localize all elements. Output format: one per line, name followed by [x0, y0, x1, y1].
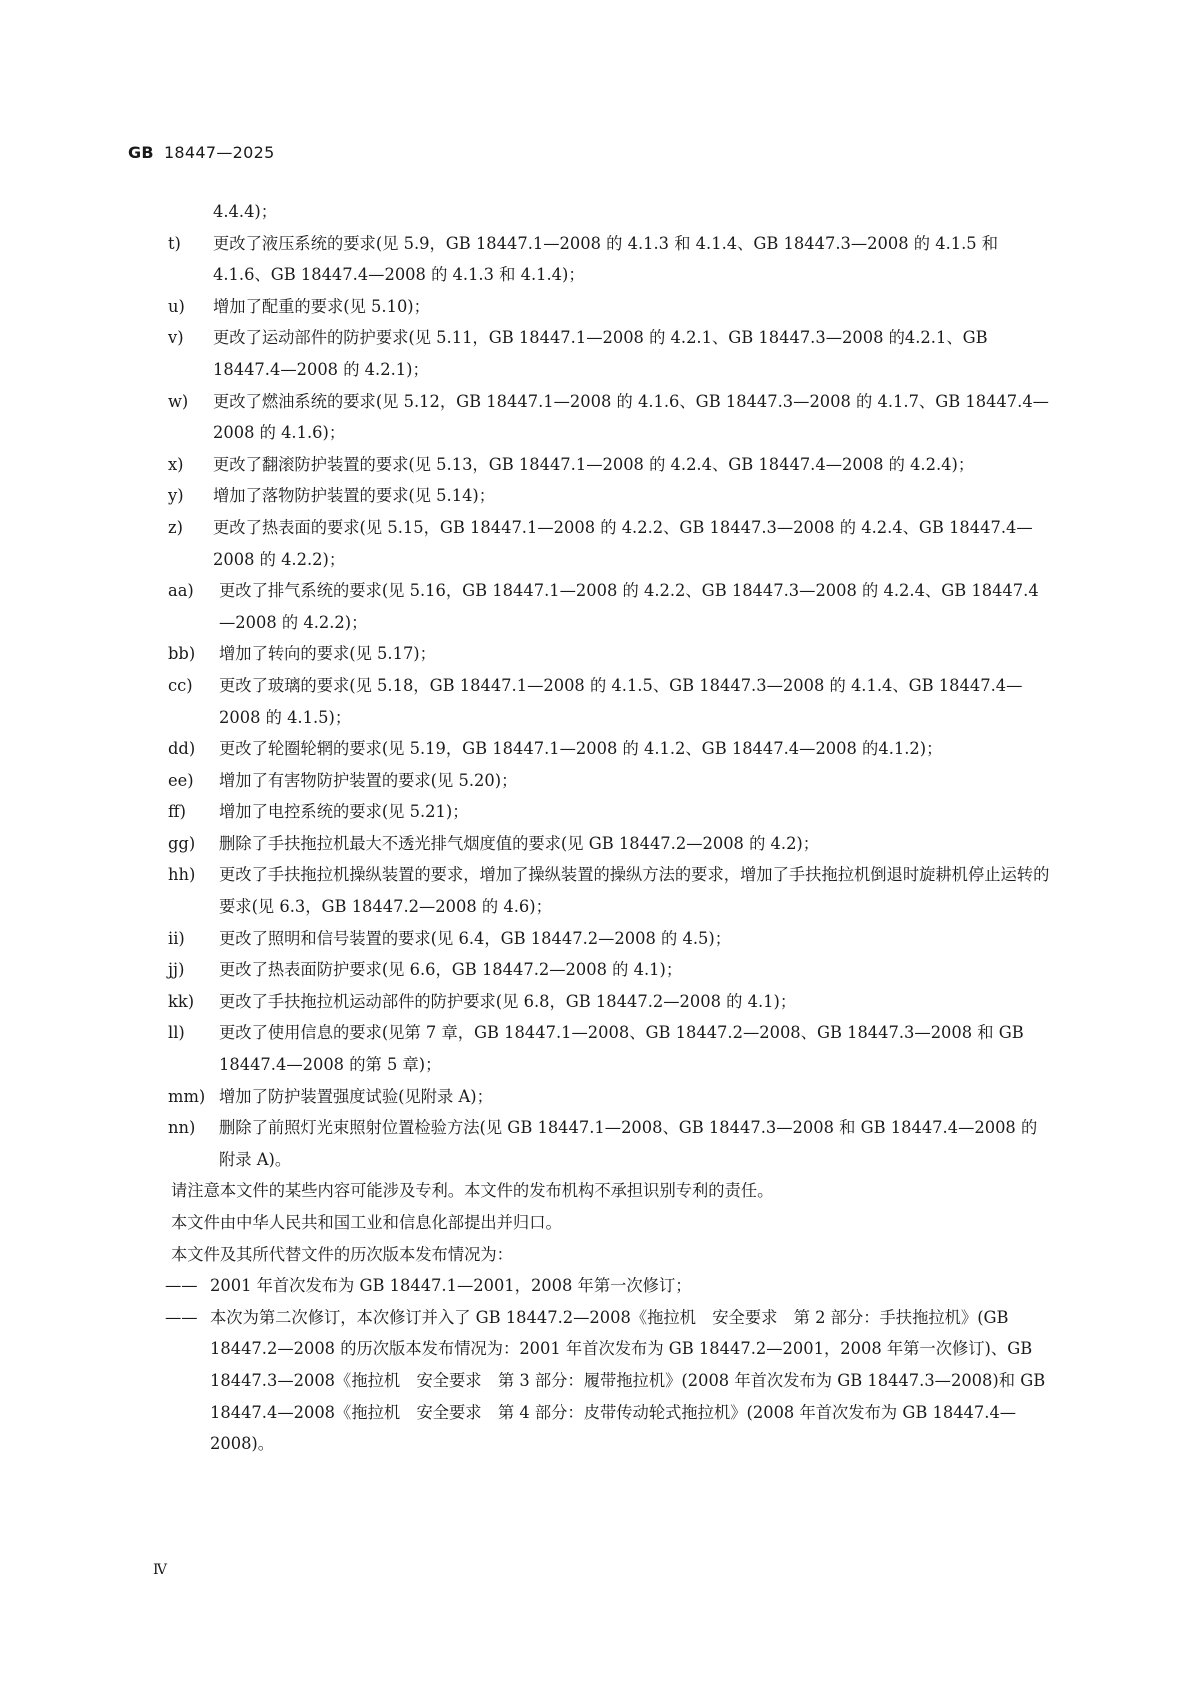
list-item: cc) 更改了玻璃的要求(见 5.18，GB 18447.1—2008 的 4.1.5、GB 18447.3—2008 的 4.1.4、GB 18447.4—2008 的 4.1.5)； [168, 675, 1023, 727]
proposer-statement: 本文件由中华人民共和国工业和信息化部提出并归口。 [171, 1213, 562, 1232]
list-item: w) 更改了燃油系统的要求(见 5.12，GB 18447.1—2008 的 4.1.6、GB 18447.3—2008 的 4.1.7、GB 18447.4—2008 的 4.1.6)； [168, 391, 1049, 443]
page-number: Ⅳ [153, 1562, 167, 1578]
list-item: ee) 增加了有害物防护装置的要求(见 5.20)； [168, 770, 518, 790]
list-item: kk) 更改了手扶拖拉机运动部件的防护要求(见 6.8，GB 18447.2—2008 的 4.1)； [168, 991, 797, 1011]
standard-code: GB [128, 143, 154, 162]
standard-number: 18447—2025 [163, 143, 275, 162]
list-item: dd) 更改了轮圈轮辋的要求(见 5.19，GB 18447.1—2008 的 4.1.2、GB 18447.4—2008 的4.1.2)； [168, 739, 943, 759]
history-item: —— 2001 年首次发布为 GB 18447.1—2001，2008 年第一次修订； [165, 1276, 692, 1296]
document-header [128, 143, 275, 162]
list-item: gg) 删除了手扶拖拉机最大不透光排气烟度值的要求(见 GB 18447.2—2008 的 4.2)； [168, 833, 820, 853]
continuation-line: 4.4.4)； [213, 202, 278, 221]
list-item: mm) 增加了防护装置强度试验(见附录 A)； [168, 1086, 493, 1106]
list-item: ll) 更改了使用信息的要求(见第 7 章，GB 18447.1—2008、GB 18447.2—2008、GB 18447.3—2008 和 GB 18447.4—2008 的第 5 章)； [168, 1023, 1024, 1075]
list-item: u) 增加了配重的要求(见 5.10)； [168, 296, 430, 316]
patent-notice: 请注意本文件的某些内容可能涉及专利。本文件的发布机构不承担识别专利的责任。 [171, 1181, 774, 1201]
list-item: ff) 增加了电控系统的要求(见 5.21)； [168, 802, 469, 822]
list-item: t) 更改了液压系统的要求(见 5.9，GB 18447.1—2008 的 4.1.3 和 4.1.4、GB 18447.3—2008 的 4.1.5 和 4.1.6、GB 18447.4—2008 的 4.1.3 和 4.1.4)； [168, 233, 999, 285]
list-item: y) 增加了落物防护装置的要求(见 5.14)； [168, 486, 496, 506]
list-item: jj) 更改了热表面防护要求(见 6.6，GB 18447.2—2008 的 4.1)； [168, 960, 683, 980]
document-body [165, 196, 1053, 1460]
list-item: z) 更改了热表面的要求(见 5.15，GB 18447.1—2008 的 4.2.2、GB 18447.3—2008 的 4.2.4、GB 18447.4—2008 的 4.2.2)； [168, 517, 1033, 569]
list-item: nn) 删除了前照灯光束照射位置检验方法(见 GB 18447.1—2008、GB 18447.3—2008 和 GB 18447.4—2008 的附录 A)。 [168, 1118, 1038, 1169]
list-item: x) 更改了翻滚防护装置的要求(见 5.13，GB 18447.1—2008 的 4.2.4、GB 18447.4—2008 的 4.2.4)； [168, 454, 975, 474]
list-item: bb) 增加了转向的要求(见 5.17)； [168, 644, 436, 664]
list-item: aa) 更改了排气系统的要求(见 5.16，GB 18447.1—2008 的 4.2.2、GB 18447.3—2008 的 4.2.4、GB 18447.4—2008 的 4.2.2)； [168, 581, 1039, 632]
list-item: ii) 更改了照明和信号装置的要求(见 6.4，GB 18447.2—2008 的 4.5)； [168, 928, 731, 948]
list-item: v) 更改了运动部件的防护要求(见 5.11，GB 18447.1—2008 的 4.2.1、GB 18447.3—2008 的4.2.1、GB 18447.4—2008 的 4.2.1)； [168, 328, 988, 379]
history-item: —— 本次为第二次修订，本次修订并入了 GB 18447.2—2008《拖拉机 安全要求 第 2 部分：手扶拖拉机》(GB 18447.2—2008 的历次版本发布情况为：2001 年首次发布为 GB 18447.2—2001，2008 年第一次修订)、GB 18447.3—2008《拖拉机 安全要求 第 3 部分：履带拖拉机》(2008 年首次发布为 GB 18447.3—2008)和 GB 18447.4—2008《拖拉机 安全要求 第 4 部分：皮带传动轮式拖拉机》(2008 年首次发布为 GB 18447.4—2008)。 [165, 1307, 1046, 1454]
history-intro: 本文件及其所代替文件的历次版本发布情况为： [171, 1244, 513, 1264]
list-item: hh) 更改了手扶拖拉机操纵装置的要求，增加了操纵装置的操纵方法的要求，增加了手扶拖拉机倒退时旋耕机停止运转的要求(见 6.3，GB 18447.2—2008 的 4.6)； [168, 865, 1050, 917]
